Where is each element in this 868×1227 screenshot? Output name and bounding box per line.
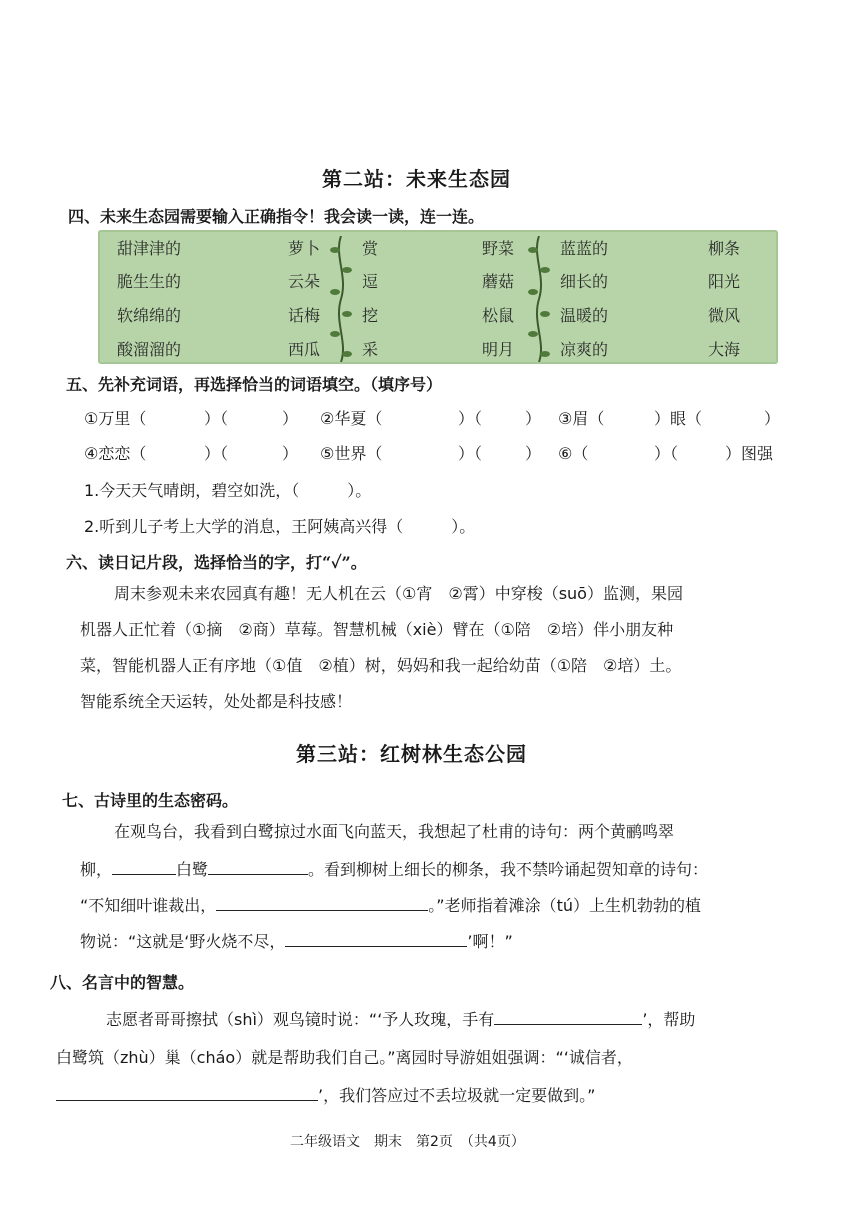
q8-blank-1[interactable]: [494, 1006, 642, 1025]
q8-line-3: [56, 1078, 595, 1114]
q8-line-1: [106, 1002, 695, 1038]
page-footer: 二年级语文 期末 第2页 （共4页）: [290, 1134, 525, 1150]
match-item[interactable]: 酸溜溜的: [117, 340, 182, 359]
q5-item-3: ③眉（: [558, 409, 605, 428]
match-item[interactable]: 脆生生的: [117, 272, 182, 291]
vine-divider-left-icon: [330, 236, 352, 362]
match-item[interactable]: 云朵: [288, 272, 321, 291]
q5-paren[interactable]: ）: [525, 409, 542, 428]
match-item[interactable]: 松鼠: [482, 306, 515, 325]
q6-title: 六、读日记片段，选择恰当的字，打“✓”。: [66, 553, 367, 572]
match-item[interactable]: 温暖的: [560, 306, 609, 325]
q5-paren[interactable]: ）（: [458, 444, 483, 463]
q5-paren[interactable]: ）（: [204, 409, 229, 428]
q6-line-3[interactable]: 菜，智能机器人正有序地（①值 ②植）树，妈妈和我一起给幼苗（①陪 ②培）土。: [80, 656, 682, 675]
match-item[interactable]: 细长的: [560, 272, 609, 291]
match-item[interactable]: 赏: [362, 239, 379, 258]
station-2-heading: 第二站：未来生态园: [322, 167, 511, 191]
q5-item-4: ④恋恋（: [84, 444, 147, 463]
q7-line-1: 在观鸟台，我看到白鹭掠过水面飞向蓝天，我想起了杜甫的诗句：两个黄鹂鸣翠: [114, 822, 675, 841]
matching-panel: [98, 230, 778, 364]
q8-title: 八、名言中的智慧。: [50, 973, 195, 992]
station-3-heading: 第三站：红树林生态公园: [296, 742, 527, 766]
match-item[interactable]: 西瓜: [288, 340, 321, 359]
q5-item-2: ②华夏（: [320, 409, 383, 428]
match-item[interactable]: 话梅: [288, 306, 321, 325]
q5-paren[interactable]: ）眼（: [654, 409, 703, 428]
q5-paren[interactable]: ）: [282, 444, 299, 463]
q8-line-2: 白鹭筑（zhù）巢（cháo）就是帮助我们自己。”离园时导游姐姐强调：“‘诚信者，: [56, 1048, 633, 1067]
q5-paren[interactable]: ）图强: [725, 444, 774, 463]
match-item[interactable]: 大海: [708, 340, 741, 359]
q6-line-2[interactable]: 机器人正忙着（①摘 ②商）草莓。智慧机械（xiè）臂在（①陪 ②培）伴小朋友种: [80, 620, 674, 639]
q7-text: 物说：“这就是‘野火烧不尽，: [80, 932, 286, 951]
q8-blank-2[interactable]: [56, 1082, 318, 1101]
q5-item-1: ①万里（: [84, 409, 147, 428]
q6-line-1[interactable]: 周末参观未来农园真有趣！无人机在云（①宵 ②霄）中穿梭（suō）监测，果园: [114, 584, 683, 603]
match-item[interactable]: 甜津津的: [117, 239, 182, 258]
match-item[interactable]: 柳条: [708, 239, 741, 258]
q5-item-5: ⑤世界（: [320, 444, 383, 463]
q7-line-4: [80, 924, 513, 960]
q7-title: 七、古诗里的生态密码。: [62, 791, 239, 810]
q7-text: “不知细叶谁裁出，: [80, 896, 217, 915]
q5-paren[interactable]: ）（: [458, 409, 483, 428]
match-item[interactable]: 软绵绵的: [117, 306, 182, 325]
q5-sentence-1[interactable]: 1.今天天气晴朗，碧空如洗，（ ）。: [84, 481, 372, 500]
match-item[interactable]: 野菜: [482, 239, 515, 258]
q7-text: ’啊！”: [467, 932, 513, 951]
match-item[interactable]: 萝卜: [288, 239, 321, 258]
match-item[interactable]: 阳光: [708, 272, 741, 291]
q7-text: 。”老师指着滩涂（tú）上生机勃勃的植: [428, 896, 702, 915]
q4-title: 四、未来生态园需要输入正确指令！我会读一读，连一连。: [68, 207, 485, 226]
q5-paren[interactable]: ）: [282, 409, 299, 428]
match-item[interactable]: 采: [362, 340, 379, 359]
q5-paren[interactable]: ）（: [204, 444, 229, 463]
match-item[interactable]: 蓝蓝的: [560, 239, 609, 258]
q5-paren[interactable]: ）（: [654, 444, 679, 463]
q7-blank-4[interactable]: [285, 928, 467, 947]
q5-paren[interactable]: ）: [764, 409, 781, 428]
q7-text: 。看到柳树上细长的柳条，我不禁吟诵起贺知章的诗句：: [308, 860, 709, 879]
vine-divider-right-icon: [528, 236, 550, 362]
q8-text: 志愿者哥哥擦拭（shì）观鸟镜时说：“‘予人玫瑰，手有: [106, 1010, 495, 1029]
q5-paren[interactable]: ）: [525, 444, 542, 463]
match-item[interactable]: 挖: [362, 306, 379, 325]
q5-title: 五、先补充词语，再选择恰当的词语填空。（填序号）: [66, 375, 443, 394]
q7-blank-1[interactable]: [112, 856, 176, 875]
q5-item-6: ⑥（: [558, 444, 589, 463]
q8-text: ’，帮助: [642, 1010, 696, 1029]
q8-text: ’，我们答应过不丢垃圾就一定要做到。”: [318, 1086, 596, 1105]
q5-sentence-2[interactable]: 2.听到儿子考上大学的消息，王阿姨高兴得（ ）。: [84, 517, 476, 536]
match-item[interactable]: 蘑菇: [482, 272, 515, 291]
q7-blank-2[interactable]: [208, 856, 308, 875]
q7-line-2: [80, 852, 708, 888]
q7-blank-3[interactable]: [216, 892, 428, 911]
match-item[interactable]: 微风: [708, 306, 741, 325]
q7-line-3: [80, 888, 701, 924]
match-item[interactable]: 凉爽的: [560, 340, 609, 359]
match-item[interactable]: 逗: [362, 272, 379, 291]
match-item[interactable]: 明月: [482, 340, 515, 359]
q6-line-4: 智能系统全天运转，处处都是科技感！: [80, 692, 353, 711]
q7-text: 白鹭: [176, 860, 209, 879]
q7-text: 柳，: [80, 860, 113, 879]
